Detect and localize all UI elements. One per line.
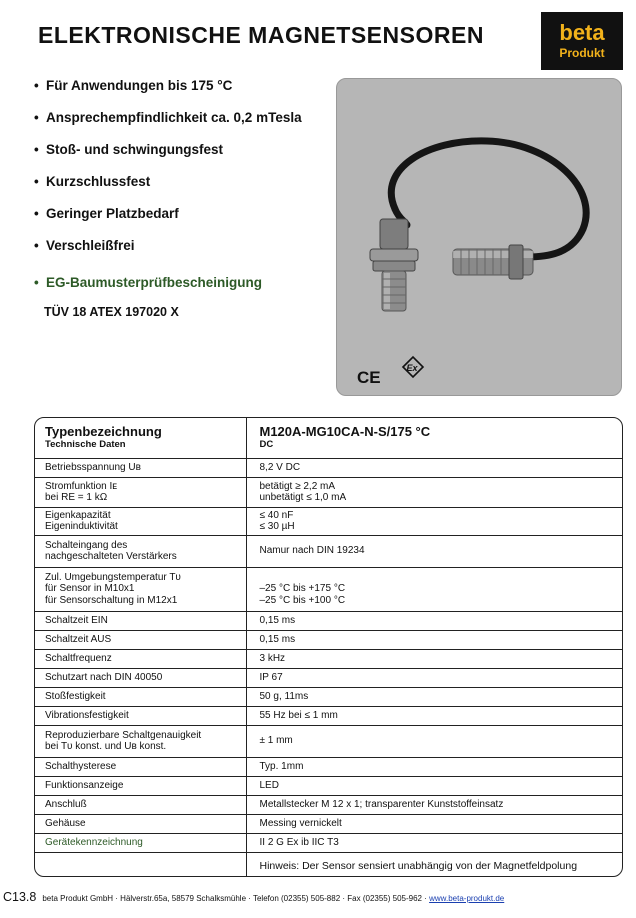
spec-row [35,725,623,757]
spec-label [35,776,246,795]
spec-value [246,833,623,852]
spec-value [246,630,623,649]
spec-header-left: Typenbezeichnung Technische Daten [35,418,246,458]
spec-line: Reproduzierbare Schaltgenauigkeit [45,729,202,741]
spec-line: 50 g, 11ms [259,690,309,702]
spec-label [35,725,246,757]
ex-mark-icon [403,357,423,377]
spec-row [35,706,623,725]
spec-label [35,507,246,535]
spec-value [246,706,623,725]
spec-line: –25 °C bis +100 °C [259,594,346,606]
spec-line: nachgeschalteten Verstärkers [45,551,177,562]
spec-line: Schalthysterese [45,760,117,772]
spec-line: Hinweis: Der Sensor sensiert unabhängig von der Magnetfeldpolung [259,859,578,872]
spec-label [35,852,246,877]
spec-row [35,757,623,776]
spec-label [35,706,246,725]
spec-value [246,725,623,757]
spec-row [35,814,623,833]
spec-label [35,814,246,833]
spec-line: Vibrationsfestigkeit [45,709,129,721]
spec-line: ≤ 30 µH [259,521,295,532]
spec-label [35,649,246,668]
feature-item: • Geringer Platzbedarf [34,206,179,221]
spec-line: Schaltzeit EIN [45,614,108,626]
spec-label [35,795,246,814]
spec-label [35,535,246,567]
spec-value [246,795,623,814]
spec-line: 8,2 V DC [259,461,301,473]
ce-mark: CE [357,368,381,387]
spec-value [246,567,623,611]
spec-row [35,649,623,668]
feature-item: • Ansprechempfindlichkeit ca. 0,2 mTesla [34,110,302,125]
spec-line: 55 Hz bei ≤ 1 mm [259,709,338,721]
spec-header-row [35,418,623,458]
page-title: ELEKTRONISCHE MAGNETSENSOREN [38,22,484,48]
sensor-illustration [337,79,622,396]
spec-row [35,852,623,877]
feature-item-certificate: • EG-Baumusterprüfbescheinigung [34,275,263,290]
feature-item: • Für Anwendungen bis 175 °C [34,78,233,93]
spec-line: für Sensor in M10x1 [45,583,135,595]
spec-line: ± 1 mm [259,735,293,747]
spec-label [35,757,246,776]
spec-line: LED [259,779,279,791]
spec-label [35,458,246,477]
spec-value [246,814,623,833]
spec-table [34,417,623,877]
spec-row [35,458,623,477]
spec-line: 3 kHz [259,652,286,664]
spec-row [35,507,623,535]
spec-line: Stoßfestigkeit [45,690,106,702]
spec-line: bei Tᴜ konst. und Uʙ konst. [45,741,167,752]
page-footer [3,890,633,904]
spec-line: Funktionsanzeige [45,779,124,791]
spec-row [35,630,623,649]
spec-line: Gerätekennzeichnung [45,836,143,848]
spec-label [35,833,246,852]
spec-value [246,477,623,507]
product-photo [336,78,622,396]
spec-value [246,668,623,687]
spec-line: 0,15 ms [259,633,296,645]
spec-label [35,567,246,611]
page-code: C13.8 [3,890,37,904]
feature-item: • Verschleißfrei [34,238,135,253]
spec-line: Schaltzeit AUS [45,633,112,645]
spec-line: Namur nach DIN 19234 [259,545,365,557]
spec-line: Zul. Umgebungstemperatur Tᴜ [45,571,181,583]
spec-line: Eigeninduktivität [45,521,118,532]
spec-line: Typ. 1mm [259,760,304,772]
spec-value [246,507,623,535]
spec-value [246,776,623,795]
beta-produkt-logo [541,12,623,70]
spec-label [35,477,246,507]
spec-header-right: M120A-MG10CA-N-S/175 °C DC [246,418,623,458]
spec-value [246,535,623,567]
spec-line: Schalteingang des [45,539,128,551]
spec-line: Gehäuse [45,817,86,829]
spec-row [35,535,623,567]
spec-line: Anschluß [45,798,87,810]
spec-line: 0,15 ms [259,614,296,626]
spec-row [35,567,623,611]
spec-row [35,668,623,687]
spec-line: Metallstecker M 12 x 1; transparenter Kunststoffeinsatz [259,798,504,810]
spec-value [246,649,623,668]
feature-item: • Kurzschlussfest [34,174,151,189]
spec-value [246,757,623,776]
spec-row [35,776,623,795]
logo-line2: Produkt [559,46,605,60]
spec-line [260,572,615,584]
spec-row [35,611,623,630]
spec-label [35,668,246,687]
feature-item: • Stoß- und schwingungsfest [34,142,223,157]
spec-label [35,630,246,649]
spec-row [35,687,623,706]
spec-label [35,687,246,706]
spec-line: IP 67 [259,671,283,683]
spec-line: Betriebsspannung Uʙ [45,461,141,473]
spec-line: II 2 G Ex ib IIC T3 [259,836,339,848]
footer-company-info: beta Produkt GmbH · Hälverstr.65a, 58579 Schalksmühle · Telefon (02355) 505-882 · Fax (02355) 505-962 · [42,894,430,903]
spec-line: Messing vernickelt [259,817,342,829]
ex-mark-label: Ex [406,363,418,373]
website-link[interactable]: www.beta-produkt.de [429,894,505,903]
atex-number: TÜV 18 ATEX 197020 X [44,305,179,319]
spec-line: für Sensorschaltung in M12x1 [45,594,178,606]
spec-line [45,861,236,873]
spec-label [35,611,246,630]
spec-row [35,833,623,852]
spec-value [246,852,623,877]
spec-line: Eigenkapazität [45,509,111,521]
spec-value [246,611,623,630]
spec-line: unbetätigt ≤ 1,0 mA [259,492,347,503]
spec-row [35,795,623,814]
spec-value [246,687,623,706]
spec-line: ≤ 40 nF [259,509,294,521]
spec-line: betätigt ≥ 2,2 mA [259,480,336,492]
spec-value [246,458,623,477]
spec-line: Schutzart nach DIN 40050 [45,671,163,683]
spec-line: Schaltfrequenz [45,652,112,664]
spec-line: –25 °C bis +175 °C [259,583,346,595]
spec-row [35,477,623,507]
logo-line1: beta [559,20,605,45]
spec-line: bei RE = 1 kΩ [45,492,108,503]
spec-line: Stromfunktion Iᴇ [45,480,118,492]
